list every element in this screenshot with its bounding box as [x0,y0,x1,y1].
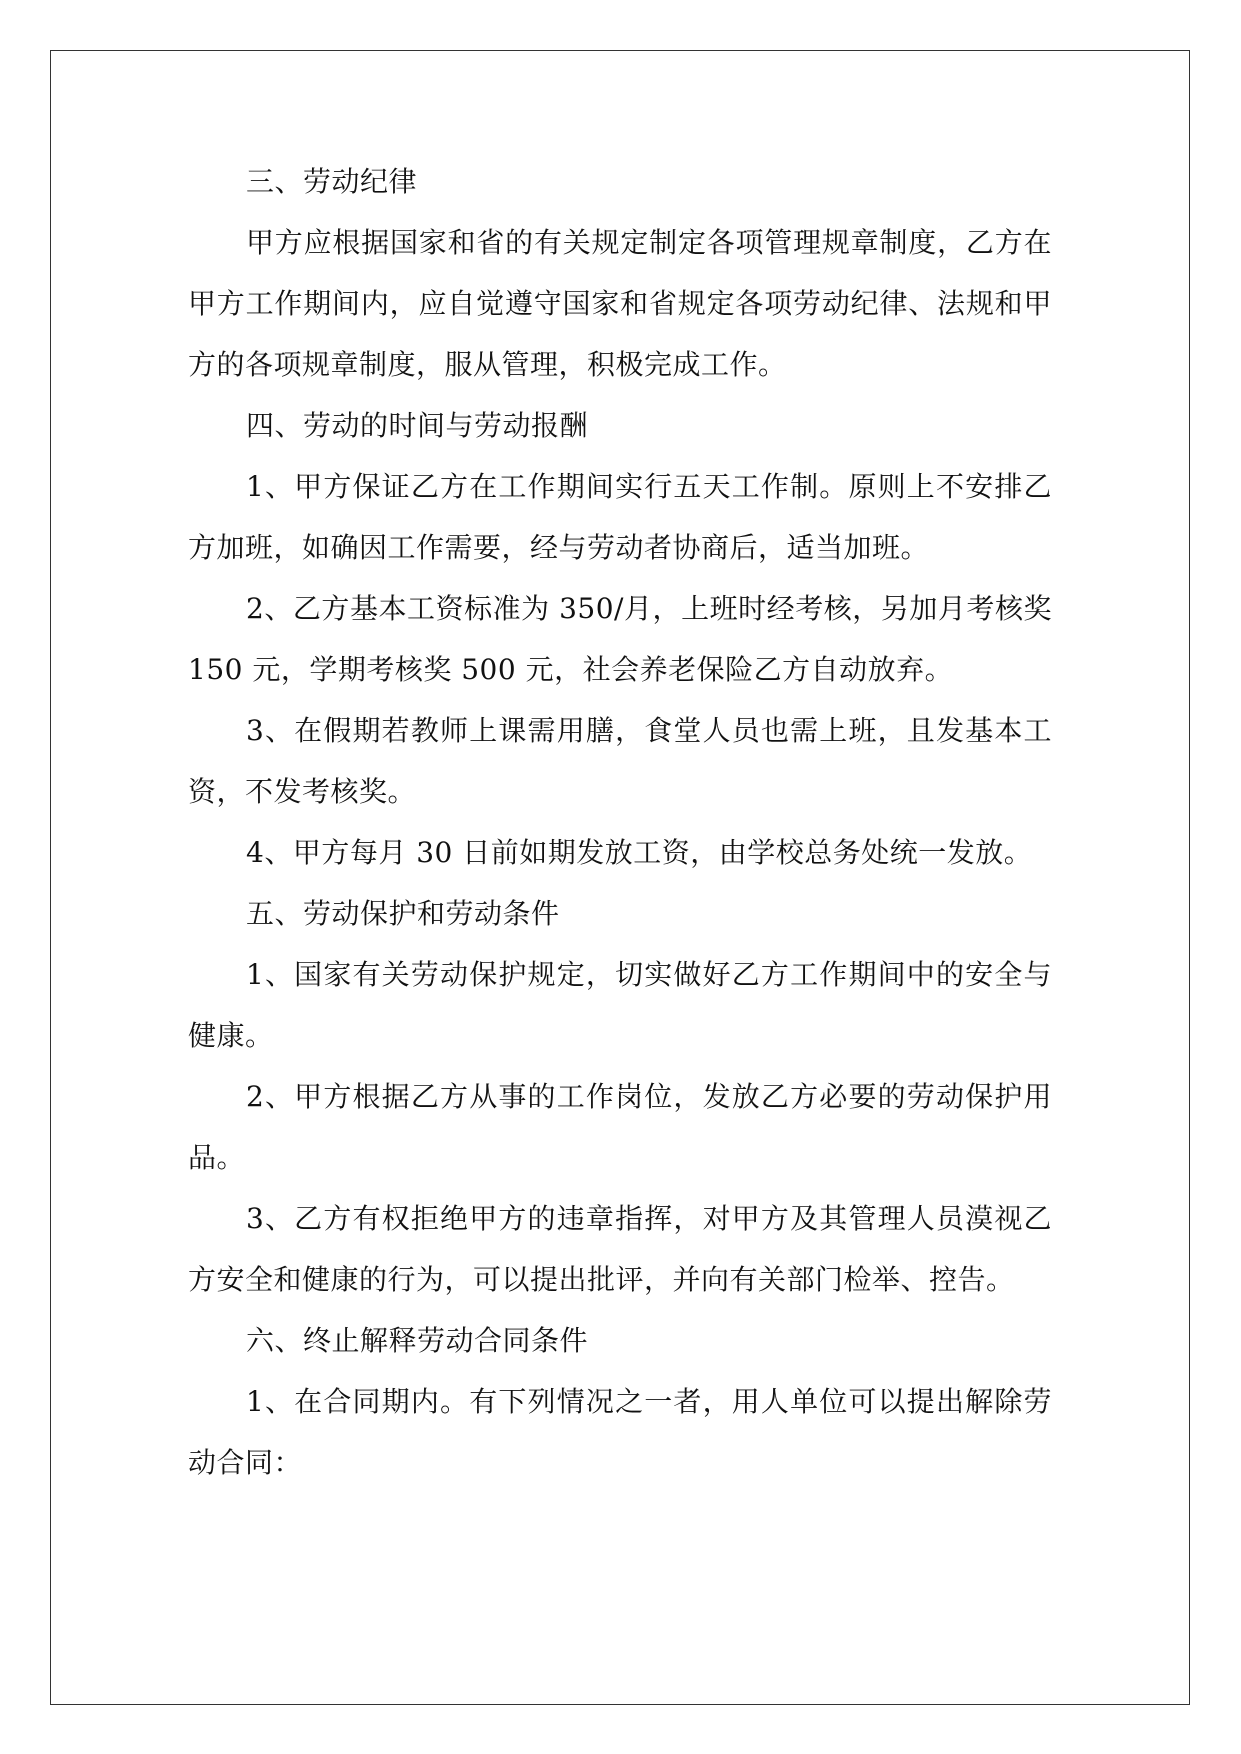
clause-termination-conditions: 1、在合同期内。有下列情况之一者，用人单位可以提出解除劳动合同： [188,1385,1052,1479]
section-heading-working-hours-pay: 四、劳动的时间与劳动报酬 [246,409,589,442]
section-heading-labor-protection: 五、劳动保护和劳动条件 [246,897,560,930]
section-heading-contract-termination: 六、终止解释劳动合同条件 [246,1324,589,1357]
paragraph-labor-discipline: 甲方应根据国家和省的有关规定制定各项管理规章制度，乙方在甲方工作期间内，应自觉遵守国家和省规定各项劳动纪律、法规和甲方的各项规章制度，服从管理，积极完成工作。 [188,226,1052,381]
clause-holiday-work: 3、在假期若教师上课需用膳，食堂人员也需上班，且发基本工资，不发考核奖。 [188,714,1052,808]
section-heading-labor-discipline: 三、劳动纪律 [246,165,418,198]
clause-refuse-violations: 3、乙方有权拒绝甲方的违章指挥，对甲方及其管理人员漠视乙方安全和健康的行为，可以提出批评，并向有关部门检举、控告。 [188,1202,1052,1296]
document-body [188,151,1052,1493]
clause-payday: 4、甲方每月 30 日前如期发放工资，由学校总务处统一发放。 [246,836,1033,869]
clause-basic-salary: 2、乙方基本工资标准为 350/月，上班时经考核，另加月考核奖 150 元，学期考核奖 500 元，社会养老保险乙方自动放弃。 [188,592,1052,686]
clause-protective-supplies: 2、甲方根据乙方从事的工作岗位，发放乙方必要的劳动保护用品。 [188,1080,1052,1174]
clause-safety-health: 1、国家有关劳动保护规定，切实做好乙方工作期间中的安全与健康。 [188,958,1052,1052]
clause-working-days: 1、甲方保证乙方在工作期间实行五天工作制。原则上不安排乙方加班，如确因工作需要，经与劳动者协商后，适当加班。 [188,470,1052,564]
